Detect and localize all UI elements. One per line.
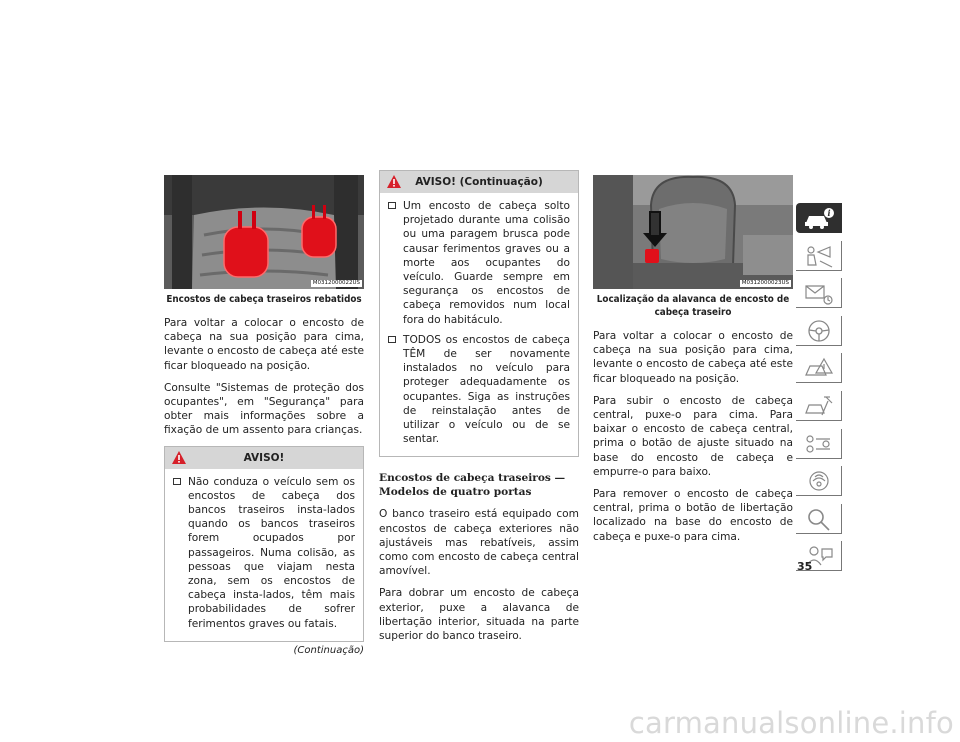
svg-text:i: i — [827, 208, 831, 218]
safety-airbag-icon — [802, 243, 836, 269]
tab-steering[interactable] — [796, 316, 842, 346]
warning-header — [165, 447, 363, 469]
section-heading: Encostos de cabeça traseiros — Modelos de quatro portas — [379, 472, 566, 499]
warning-title: AVISO! (Continuação) — [415, 176, 543, 188]
steering-wheel-icon — [802, 318, 836, 344]
paragraph: Para remover o encosto de cabeça central, prima o botão de libertação localizado na base do encosto de cabeça e puxe-o para cima. — [593, 488, 793, 543]
warning-list — [380, 193, 578, 456]
tab-specifications[interactable] — [796, 429, 842, 459]
warning-list — [165, 469, 363, 641]
service-maintenance-icon — [802, 393, 836, 419]
index-search-icon — [802, 506, 836, 532]
middle-column — [379, 170, 579, 651]
headrest-lever-illustration — [593, 175, 793, 289]
warning-box-continued — [379, 170, 579, 457]
warning-item: TODOS os encostos de cabeça TÊM de ser novamente instalados no veículo para proteger adequadamente os ocupantes. Siga as instruções de reinstalação antes de utilizar o veículo ou de se sentar. — [388, 333, 570, 447]
warning-item: Não conduza o veículo sem os encostos de cabeça dos bancos traseiros insta-lados quando os bancos traseiros forem ocupados por passageiros. Numa colisão, as pessoas que viajam nesta zona, sem os encostos de cabeça insta-lados, têm mais probabilidades de sofrer ferimentos graves ou fatais. — [173, 475, 355, 631]
warning-box — [164, 446, 364, 642]
emergency-icon — [802, 355, 836, 381]
page-number: 35 — [797, 560, 813, 573]
paragraph: O banco traseiro está equipado com encostos de cabeça exteriores não ajustáveis mas rebatíveis, assim como com encosto de cabeça central amovível. — [379, 508, 579, 578]
tab-emergency[interactable] — [796, 353, 842, 383]
left-column — [164, 175, 364, 658]
warning-triangle-icon — [386, 174, 402, 189]
tab-service-maintenance[interactable] — [796, 391, 842, 421]
starting-operating-icon — [802, 280, 836, 306]
chapter-tabs — [796, 203, 842, 579]
paragraph: Para voltar a colocar o encosto de cabeça na sua posição para cima, levante o encosto de cabeça até este ficar bloqueado na posição. — [593, 330, 793, 385]
tab-safety[interactable] — [796, 241, 842, 271]
rear-seat-illustration — [164, 175, 364, 289]
tab-starting-operating[interactable] — [796, 278, 842, 308]
tab-car-info[interactable] — [796, 203, 842, 233]
warning-title: AVISO! — [243, 451, 285, 464]
checkbox-bullet-icon — [388, 336, 396, 343]
figure-caption: Localização da alavanca de encosto de cabeça traseiro — [596, 294, 790, 318]
warning-header — [380, 171, 578, 193]
warning-triangle-icon — [171, 450, 187, 465]
photo-code: M0312000022US — [312, 280, 360, 286]
paragraph: Para voltar a colocar o encosto de cabeça na sua posição para cima, levante o encosto de cabeça até este ficar bloqueado na posição. — [164, 317, 364, 372]
car-info-icon — [802, 205, 836, 231]
headrest-lever-photo — [593, 175, 793, 289]
checkbox-bullet-icon — [173, 478, 181, 485]
paragraph: Para subir o encosto de cabeça central, puxe-o para cima. Para baixar o encosto de cabeça central, prima o botão de ajuste situado na base do encosto de cabeça e empurre-o para baixo. — [593, 394, 793, 478]
specifications-icon — [802, 431, 836, 457]
tab-index[interactable] — [796, 504, 842, 534]
continuation-note: (Continuação) — [293, 644, 364, 656]
figure-caption: Encostos de cabeça traseiros rebatidos — [166, 294, 362, 305]
checkbox-bullet-icon — [388, 202, 396, 209]
paragraph: Consulte "Sistemas de proteção dos ocupantes", em "Segurança" para obter mais informações sobre a fixação de um assento para crianças. — [164, 381, 364, 437]
tab-multimedia[interactable] — [796, 466, 842, 496]
rear-headrests-folded-photo — [164, 175, 364, 289]
watermark: carmanualsonline.info — [628, 706, 954, 740]
photo-code: M0312000023US — [741, 280, 789, 286]
multimedia-icon — [802, 468, 836, 494]
warning-item: Um encosto de cabeça solto projetado durante uma colisão ou uma paragem brusca pode causar ferimentos graves ou a morte aos ocupantes do veículo. Guarde sempre em segurança os encostos de cabeça removidos num local fora do habitáculo. — [388, 199, 570, 327]
paragraph: Para dobrar um encosto de cabeça exterior, puxe a alavanca de libertação interior, situada na parte superior do banco traseiro. — [379, 587, 579, 643]
right-column — [593, 175, 793, 552]
